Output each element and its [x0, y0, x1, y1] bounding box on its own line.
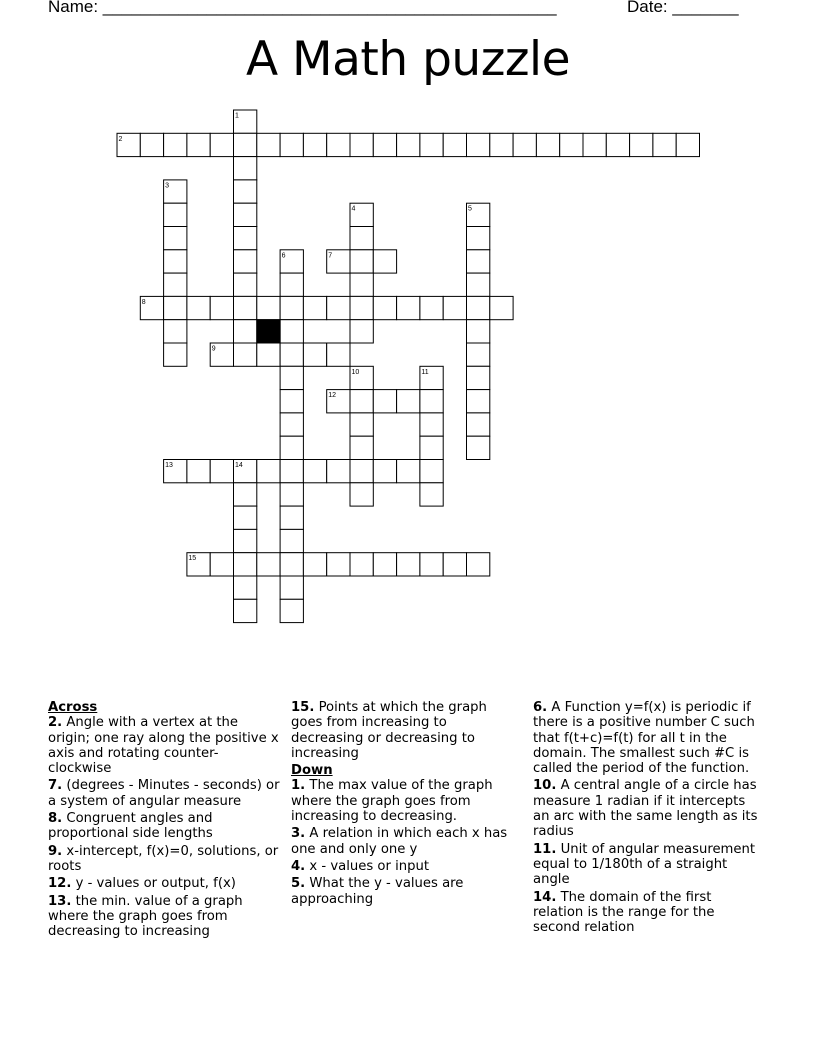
grid-cell[interactable] [234, 250, 257, 273]
grid-cell[interactable] [234, 343, 257, 366]
grid-cell[interactable] [420, 413, 443, 436]
down-clue-5: 5. What the y - values are approaching [291, 876, 464, 907]
grid-cell[interactable] [373, 460, 396, 483]
across-clue-15: 15. Points at which the graph goes from increasing to decreasing or decreasing to increasing [291, 700, 487, 761]
grid-cell[interactable] [350, 436, 373, 459]
grid-cell[interactable] [280, 576, 303, 599]
grid-cell[interactable] [187, 133, 210, 156]
clue-number: 2 [118, 135, 123, 143]
grid-cell[interactable] [467, 366, 490, 389]
grid-cell[interactable] [280, 390, 303, 413]
grid-cell[interactable] [327, 343, 350, 366]
grid-cell[interactable] [653, 133, 676, 156]
grid-cell[interactable] [280, 320, 303, 343]
down-clue-1: 1. The max value of the graph where the graph goes from increasing to decreasing. [291, 778, 493, 825]
across-clue-9: 9. x-intercept, f(x)=0, solutions, or roots [48, 843, 279, 874]
grid-cell[interactable] [420, 296, 443, 319]
grid-cell[interactable] [397, 460, 420, 483]
clue-number: 8 [141, 298, 146, 306]
grid-cell[interactable] [350, 553, 373, 576]
clue-number: 14 [235, 462, 243, 469]
grid-cell[interactable] [234, 273, 257, 296]
grid-cell[interactable] [467, 553, 490, 576]
grid-cell[interactable] [234, 599, 257, 622]
grid-cell[interactable] [350, 296, 373, 319]
grid-cell[interactable] [234, 320, 257, 343]
grid-cell[interactable] [350, 133, 373, 156]
clue-number: 6 [281, 252, 286, 260]
grid-cell[interactable] [350, 227, 373, 250]
grid-cell[interactable] [397, 133, 420, 156]
grid-cell[interactable] [467, 273, 490, 296]
grid-cell[interactable] [420, 460, 443, 483]
down-clue-10: 10. A central angle of a circle has measure 1 radian if it intercepts an arc with the same length as its radius [533, 778, 758, 840]
grid-cell[interactable] [443, 133, 466, 156]
grid-cell[interactable] [280, 366, 303, 389]
grid-cell[interactable] [373, 553, 396, 576]
clues-column-3 [533, 700, 763, 937]
grid-cell[interactable] [280, 483, 303, 506]
grid-cell[interactable] [234, 529, 257, 552]
grid-cell[interactable] [280, 296, 303, 319]
grid-cell[interactable] [420, 133, 443, 156]
grid-cell[interactable] [280, 413, 303, 436]
grid-cell[interactable] [164, 227, 187, 250]
grid-cell[interactable] [257, 343, 280, 366]
grid-cell[interactable] [164, 343, 187, 366]
across-clue-8: 8. Congruent angles and proportional side lengths [48, 811, 213, 842]
grid-cell[interactable] [513, 133, 536, 156]
grid-cell[interactable] [350, 413, 373, 436]
grid-cell[interactable] [373, 133, 396, 156]
grid-cell[interactable] [164, 296, 187, 319]
grid-cell[interactable] [234, 180, 257, 203]
grid-cell[interactable] [467, 320, 490, 343]
grid-cell[interactable] [257, 553, 280, 576]
grid-cell[interactable] [327, 133, 350, 156]
grid-cell[interactable] [397, 296, 420, 319]
grid-cell[interactable] [467, 133, 490, 156]
grid-cell[interactable] [467, 343, 490, 366]
grid-cell[interactable] [420, 553, 443, 576]
grid-cell[interactable] [420, 436, 443, 459]
grid-cell[interactable] [234, 133, 257, 156]
clue-number: 13 [165, 462, 173, 469]
grid-cell[interactable] [676, 133, 699, 156]
grid-cell[interactable] [303, 133, 326, 156]
grid-cell[interactable] [257, 133, 280, 156]
grid-cell[interactable] [327, 553, 350, 576]
grid-cell[interactable] [303, 296, 326, 319]
grid-cell[interactable] [210, 296, 233, 319]
grid-cell[interactable] [187, 460, 210, 483]
grid-cell[interactable] [280, 553, 303, 576]
name-field[interactable]: Name: ________________________________________________ [48, 0, 557, 16]
grid-cell[interactable] [397, 390, 420, 413]
across-heading: Across [48, 700, 98, 715]
grid-cell[interactable] [303, 460, 326, 483]
grid-cell[interactable] [280, 460, 303, 483]
grid-cell[interactable] [164, 203, 187, 226]
grid-cell[interactable] [606, 133, 629, 156]
down-clue-6: 6. A Function y=f(x) is periodic if there is a positive number C such that f(t+c)=f(t) for all t in the domain. The smallest such #C is called the period of the function. [533, 700, 755, 777]
page-title: A Math puzzle [245, 32, 571, 87]
grid-cell[interactable] [467, 227, 490, 250]
clue-number: 5 [468, 205, 472, 213]
grid-cell[interactable] [234, 553, 257, 576]
clue-number: 11 [421, 368, 429, 376]
grid-cell[interactable] [303, 553, 326, 576]
down-clue-3: 3. A relation in which each x has one and only one y [291, 826, 508, 857]
grid-cell[interactable] [373, 390, 396, 413]
grid-cell[interactable] [164, 273, 187, 296]
date-field[interactable]: Date: _______ [627, 0, 739, 16]
grid-cell[interactable] [234, 203, 257, 226]
grid-cell[interactable] [280, 343, 303, 366]
grid-cell[interactable] [350, 460, 373, 483]
clues-column-2 [291, 700, 516, 909]
grid-cell[interactable] [210, 460, 233, 483]
grid-cell[interactable] [210, 133, 233, 156]
grid-cell[interactable] [164, 133, 187, 156]
grid-cell[interactable] [630, 133, 653, 156]
grid-cell[interactable] [420, 483, 443, 506]
grid-cell[interactable] [327, 460, 350, 483]
grid-cell[interactable] [490, 296, 513, 319]
clue-number: 10 [351, 368, 360, 376]
grid-cell[interactable] [234, 227, 257, 250]
clue-number: 9 [211, 345, 216, 353]
grid-cell[interactable] [280, 599, 303, 622]
grid-cell[interactable] [257, 460, 280, 483]
grid-cell[interactable] [467, 436, 490, 459]
grid-cell[interactable] [350, 483, 373, 506]
grid-cell[interactable] [397, 553, 420, 576]
down-heading: Down [291, 763, 333, 779]
grid-cell[interactable] [373, 250, 396, 273]
down-clue-4: 4. x - values or input [291, 858, 430, 874]
grid-cell[interactable] [164, 320, 187, 343]
grid-cell[interactable] [257, 296, 280, 319]
grid-cell[interactable] [373, 296, 396, 319]
grid-cell[interactable] [303, 343, 326, 366]
clue-number: 1 [235, 112, 239, 120]
grid-cell[interactable] [560, 133, 583, 156]
grid-cell[interactable] [280, 133, 303, 156]
grid-cell[interactable] [280, 529, 303, 552]
grid-cell[interactable] [327, 296, 350, 319]
grid-cell[interactable] [443, 296, 466, 319]
down-clue-14: 14. The domain of the first relation is the range for the second relation [533, 889, 715, 936]
grid-cell[interactable] [467, 413, 490, 436]
across-clue-13: 13. the min. value of a graph where the graph goes from decreasing to increasing [48, 893, 243, 940]
grid-cell[interactable] [234, 296, 257, 319]
grid-cell[interactable] [210, 553, 233, 576]
grid-cell[interactable] [140, 133, 163, 156]
across-clue-2: 2. Angle with a vertex at the origin; one ray along the positive x axis and rotating counter-clockwise [48, 715, 279, 777]
clues-column-1 [48, 700, 280, 941]
across-clue-7: 7. (degrees - Minutes - seconds) or a system of angular measure [48, 778, 280, 809]
grid-cell[interactable] [280, 436, 303, 459]
grid-cell[interactable] [234, 506, 257, 529]
grid-cell[interactable] [467, 250, 490, 273]
grid-cell[interactable] [583, 133, 606, 156]
grid-cell[interactable] [234, 576, 257, 599]
grid-cell[interactable] [350, 273, 373, 296]
grid-cell[interactable] [187, 296, 210, 319]
grid-cell[interactable] [234, 157, 257, 180]
black-cell [257, 320, 280, 343]
grid-cell[interactable] [280, 273, 303, 296]
clue-number: 7 [328, 252, 333, 260]
clue-number: 4 [351, 205, 356, 213]
grid-cell[interactable] [280, 506, 303, 529]
grid-cell[interactable] [420, 390, 443, 413]
across-clue-12: 12. y - values or output, f(x) [48, 876, 236, 892]
clue-number: 12 [328, 392, 336, 400]
grid-cell[interactable] [536, 133, 559, 156]
grid-cell[interactable] [164, 250, 187, 273]
grid-cell[interactable] [234, 483, 257, 506]
grid-cell[interactable] [490, 133, 513, 156]
grid-cell[interactable] [467, 390, 490, 413]
grid-cell[interactable] [467, 296, 490, 319]
clue-number: 15 [188, 555, 197, 563]
grid-cell[interactable] [350, 390, 373, 413]
down-clue-11: 11. Unit of angular measurement equal to 1/180th of a straight angle [533, 841, 756, 888]
grid-cell[interactable] [350, 320, 373, 343]
grid-cell[interactable] [350, 250, 373, 273]
grid-cell[interactable] [443, 553, 466, 576]
clue-number: 3 [165, 182, 170, 190]
